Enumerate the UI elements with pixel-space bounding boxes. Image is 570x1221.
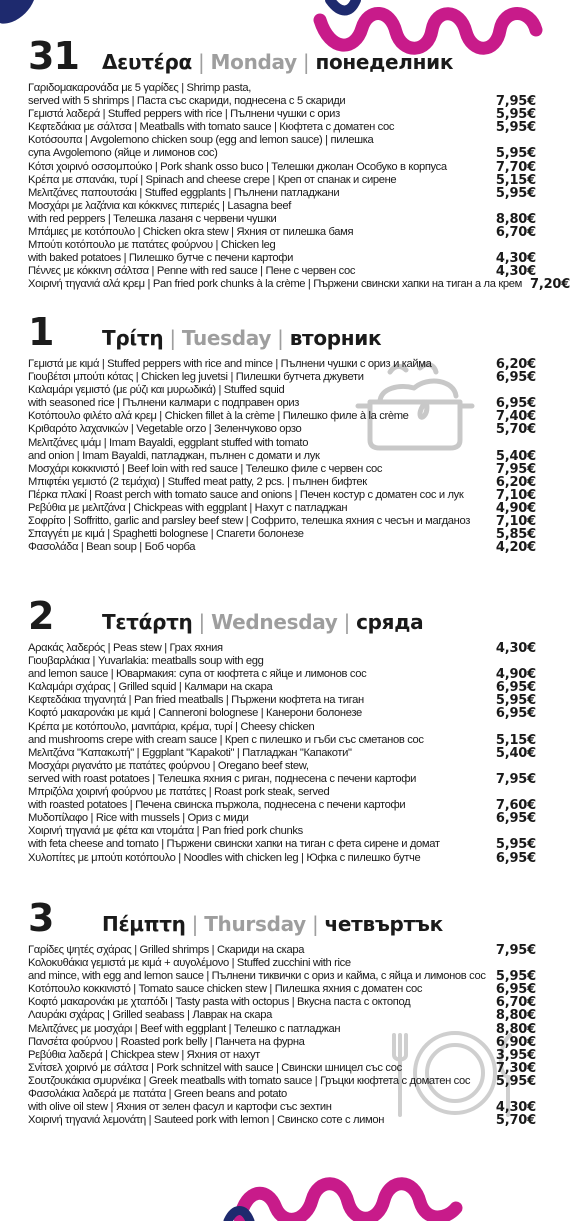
separator: | bbox=[192, 610, 212, 634]
menu-item-line: Χοιρινή τηγανιά με φέτα και ντομάτα | Pan fried pork chunks bbox=[28, 825, 303, 838]
menu-item-line: Γεμιστά λαδερά | Stuffed peppers with rice | Пълнени чушки с ориз bbox=[28, 108, 340, 121]
menu-item-line: Μοσχάρι κοκκινιστό | Beef loin with red sauce | Телешко филе с червен сос bbox=[28, 462, 383, 475]
menu-item-line: served with 5 shrimps | Паста със скариди, поднесена с 5 скариди bbox=[28, 95, 346, 108]
menu-item-price: 7,60€ bbox=[495, 798, 536, 814]
menu-item-price: 4,30€ bbox=[495, 641, 536, 656]
menu-item-price: 5,40€ bbox=[495, 745, 536, 761]
menu-item bbox=[28, 108, 538, 121]
menu-item-description bbox=[28, 852, 496, 865]
menu-item bbox=[28, 187, 538, 200]
menu-item-line: Κότσι χοιρινό οσσομπούκο | Pork shank osso buco | Телешки джолан Особуко в корпуса bbox=[28, 160, 447, 173]
menu-item-line: with olive oil stew | Яхния от зелен фасул и картофи със зехтин bbox=[28, 1101, 332, 1114]
menu-item bbox=[28, 812, 538, 825]
menu-item-description bbox=[28, 528, 496, 541]
menu-list bbox=[28, 944, 538, 1127]
menu-item-price: 5,95€ bbox=[495, 837, 536, 853]
menu-item bbox=[28, 371, 538, 384]
menu-item-line: Μοσχάρι ριγανάτο με πατάτες φούρνου | Oregano beef stew, bbox=[28, 759, 309, 772]
menu-item-description bbox=[28, 410, 496, 423]
menu-item-description bbox=[28, 1075, 496, 1088]
menu-item bbox=[28, 265, 538, 278]
menu-item-description bbox=[28, 200, 496, 226]
menu-item-line: Μελιτζάνες ιμάμ | Imam Bayaldi, eggplant stuffed with tomato bbox=[28, 436, 309, 449]
menu-item-description bbox=[28, 655, 496, 681]
day-section bbox=[28, 898, 538, 1127]
day-name-greek: Τρίτη bbox=[102, 326, 164, 350]
menu-item-line: Φασολάκια λαδερά με πατάτα | Green beans and potato bbox=[28, 1088, 287, 1101]
menu-item bbox=[28, 82, 538, 108]
day-number: 31 bbox=[28, 34, 79, 78]
menu-item-line: Μελιτζάνα "Καπακωτή" | Eggplant "Kapakoti" | Патладжан "Капакоти" bbox=[28, 746, 352, 759]
separator: | bbox=[185, 912, 205, 936]
menu-item-description bbox=[28, 996, 496, 1009]
menu-item bbox=[28, 1114, 538, 1127]
menu-item-line: and mushrooms crepe with cream sauce | Креп с пилешко и гъби със сметанов сос bbox=[28, 733, 424, 746]
menu-item-description bbox=[28, 1009, 496, 1022]
menu-item-description bbox=[28, 161, 496, 174]
menu-item-line: Καλαμάρι γεμιστό (με ρύζι και μυρωδικά) | Stuffed squid bbox=[28, 384, 285, 397]
menu-item-description bbox=[28, 476, 496, 489]
menu-item bbox=[28, 358, 538, 371]
menu-item-line: Κοφτό μακαρονάκι με κιμά | Canneroni bolognese | Канерони болонезе bbox=[28, 707, 362, 720]
menu-item-line: Κοτόπουλο φιλέτο αλά κρεμ | Chicken fillet à la crème | Пилешко филе à la crème bbox=[28, 410, 409, 423]
menu-item-description bbox=[28, 108, 496, 121]
menu-item-line: Σοφρίτο | Soffritto, garlic and parsley beef stew | Софрито, телешка яхния с чесън и магданоз bbox=[28, 515, 470, 528]
menu-item bbox=[28, 983, 538, 996]
menu-item-description bbox=[28, 437, 496, 463]
menu-item bbox=[28, 384, 538, 410]
menu-item-description bbox=[28, 944, 496, 957]
menu-item-description bbox=[28, 174, 496, 187]
separator: | bbox=[271, 326, 290, 350]
menu-item-description bbox=[28, 721, 496, 747]
blob-corner-icon bbox=[0, 0, 40, 28]
menu-item-line: Κοτόπουλο κοκκινιστό | Tomato sauce chicken stew | Пилешка яхния с доматен сос bbox=[28, 983, 423, 996]
menu-item-price: 7,10€ bbox=[495, 514, 536, 530]
day-name-bulgarian: вторник bbox=[289, 326, 382, 350]
menu-item-price: 5,95€ bbox=[495, 969, 536, 985]
menu-item-price: 4,20€ bbox=[495, 540, 536, 556]
menu-item bbox=[28, 174, 538, 187]
menu-item-description bbox=[28, 681, 496, 694]
menu-item-price: 5,70€ bbox=[495, 422, 536, 438]
menu-item bbox=[28, 655, 538, 681]
day-number: 3 bbox=[28, 896, 54, 940]
menu-item bbox=[28, 1009, 538, 1022]
menu-item-price: 5,95€ bbox=[495, 1073, 536, 1089]
menu-item-price: 6,70€ bbox=[495, 995, 536, 1011]
menu-item-description bbox=[28, 371, 496, 384]
menu-item-line: Μπιφτέκι γεμιστό (2 τεμάχια) | Stuffed meat patty, 2 pcs. | пълнен бифтек bbox=[28, 475, 367, 488]
menu-item-line: Γαριδομακαρονάδα με 5 γαρίδες | Shrimp pasta, bbox=[28, 82, 252, 94]
menu-item bbox=[28, 226, 538, 239]
menu-item-price: 5,95€ bbox=[495, 146, 536, 162]
menu-item-description bbox=[28, 957, 496, 983]
menu-item bbox=[28, 786, 538, 812]
menu-item-line: and mince, with egg and lemon sauce | Пълнени тиквички с ориз и кайма, с яйца и лимонов сос bbox=[28, 970, 486, 983]
menu-item-line: Σνίτσελ χοιρινό με σάλτσα | Pork schnitzel with sauce | Свински шницел със сос bbox=[28, 1061, 402, 1074]
squiggle-decoration-icon bbox=[220, 1168, 480, 1221]
menu-item-line: Πέννες με κόκκινη σάλτσα | Penne with red sauce | Пене с червен сос bbox=[28, 265, 356, 278]
menu-item-line: Μοσχάρι με λαζάνια και κόκκινες πιπεριές | Lasagna beef bbox=[28, 199, 291, 212]
menu-item-description bbox=[28, 812, 496, 825]
menu-item-price: 8,80€ bbox=[495, 211, 536, 227]
menu-item-line: Ρεβύθια με μελιτζάνα | Chickpeas with eggplant | Нахут с патладжан bbox=[28, 502, 348, 515]
menu-item-price: 7,70€ bbox=[495, 159, 536, 175]
menu-item-price: 5,15€ bbox=[495, 172, 536, 188]
menu-item-description bbox=[28, 825, 496, 851]
menu-item bbox=[28, 1023, 538, 1036]
menu-item-description bbox=[28, 121, 496, 134]
menu-item-price: 7,95€ bbox=[495, 461, 536, 477]
menu-item-price: 5,15€ bbox=[495, 732, 536, 748]
menu-item-line: with roasted potatoes | Печена свинска пържола, поднесена с печени картофи bbox=[28, 799, 406, 812]
day-title bbox=[102, 50, 453, 74]
menu-item-line: Κεφτεδάκια τηγανητά | Pan fried meatballs | Пържени кюфтета на тиган bbox=[28, 694, 364, 707]
menu-item-description bbox=[28, 265, 496, 278]
menu-item-price: 5,85€ bbox=[495, 527, 536, 543]
menu-item bbox=[28, 277, 570, 293]
day-header bbox=[28, 36, 538, 80]
menu-list bbox=[28, 642, 538, 865]
menu-item-line: Καλαμάρι σχάρας | Grilled squid | Калмари на скара bbox=[28, 681, 273, 694]
day-name-english: Wednesday bbox=[211, 610, 338, 634]
menu-item bbox=[28, 476, 538, 489]
menu-item bbox=[28, 721, 538, 747]
menu-item-price: 8,80€ bbox=[495, 1008, 536, 1024]
day-section bbox=[28, 596, 538, 865]
menu-item-description bbox=[28, 489, 496, 502]
menu-item bbox=[28, 437, 538, 463]
menu-item-price: 6,95€ bbox=[495, 396, 536, 412]
menu-item-price: 6,95€ bbox=[495, 706, 536, 722]
day-name-bulgarian: понеделник bbox=[315, 50, 454, 74]
menu-item-description bbox=[28, 1049, 496, 1062]
day-number: 1 bbox=[28, 310, 54, 354]
menu-item bbox=[28, 134, 538, 160]
menu-item bbox=[28, 161, 538, 174]
menu-item-price: 7,20€ bbox=[530, 277, 570, 293]
menu-item bbox=[28, 694, 538, 707]
menu-item-description bbox=[28, 1062, 496, 1075]
menu-item-line: Κοφτό μακαρονάκι με χταπόδι | Tasty pasta with octopus | Вкусна паста с октопод bbox=[28, 996, 411, 1009]
menu-item-price: 6,20€ bbox=[495, 474, 536, 490]
menu-item bbox=[28, 1049, 538, 1062]
menu-item-description bbox=[28, 760, 496, 786]
menu-item-description bbox=[28, 1114, 496, 1127]
menu-item bbox=[28, 852, 538, 865]
menu-item-line: Γιουβαρλάκια | Yuvarlakia: meatballs soup with egg bbox=[28, 655, 264, 668]
menu-item bbox=[28, 707, 538, 720]
menu-item-line: with feta cheese and tomato | Пържени свински хапки на тиган с фета сирене и домат bbox=[28, 838, 440, 851]
separator: | bbox=[296, 50, 316, 74]
menu-item-price: 5,95€ bbox=[495, 185, 536, 201]
day-name-bulgarian: четвъртък bbox=[324, 912, 443, 936]
menu-item-line: супа Avgolemono (яйце и лимонов сос) bbox=[28, 147, 218, 160]
menu-item bbox=[28, 747, 538, 760]
menu-item-price: 7,95€ bbox=[495, 771, 536, 787]
day-header bbox=[28, 596, 538, 640]
menu-item-line: Φασολάδα | Bean soup | Боб чорба bbox=[28, 541, 196, 554]
separator: | bbox=[191, 50, 211, 74]
menu-item-line: Μελιτζάνες παπουτσάκι | Stuffed eggplants | Пълнени патладжани bbox=[28, 186, 340, 199]
menu-item-line: Μπούτι κοτόπουλο με πατάτες φούρνου | Chicken leg bbox=[28, 239, 276, 252]
menu-item-line: Κρέπα με σπανάκι, τυρί | Spinach and cheese crepe | Креп от спанак и сирене bbox=[28, 173, 397, 186]
menu-item-line: Γεμιστά με κιμά | Stuffed peppers with rice and mince | Пълнени чушки с ориз и кайма bbox=[28, 358, 432, 370]
menu-item bbox=[28, 1036, 538, 1049]
menu-item bbox=[28, 528, 538, 541]
menu-item bbox=[28, 502, 538, 515]
menu-item-line: with seasoned rice | Пълнени калмари с подправен ориз bbox=[28, 397, 300, 410]
menu-item-line: Μπριζόλα χοιρινή φούρνου με πατάτες | Roast pork steak, served bbox=[28, 786, 330, 799]
menu-item-price: 4,90€ bbox=[495, 667, 536, 683]
menu-item-price: 7,95€ bbox=[495, 943, 536, 958]
menu-item-price: 6,95€ bbox=[495, 370, 536, 386]
menu-item-price: 6,95€ bbox=[495, 982, 536, 998]
menu-item-price: 6,95€ bbox=[495, 811, 536, 827]
menu-item-line: Γιουβέτσι μπούτι κότας | Chicken leg juvetsi | Пилешки бутчета джувети bbox=[28, 371, 364, 384]
menu-item-line: Γαρίδες ψητές σχάρας | Grilled shrimps | Скариди на скара bbox=[28, 944, 305, 956]
menu-item bbox=[28, 681, 538, 694]
menu-item-description bbox=[28, 515, 496, 528]
menu-item-line: Κριθαρότο λαχανικών | Vegetable orzo | Зеленчуково орзо bbox=[28, 423, 302, 436]
menu-item bbox=[28, 200, 538, 226]
menu-item-price: 7,95€ bbox=[495, 94, 536, 110]
menu-item-line: Χυλοπίτες με μπούτι κοτόπουλο | Noodles with chicken leg | Юфка с пилешко бутче bbox=[28, 851, 421, 864]
day-header bbox=[28, 312, 538, 356]
menu-item bbox=[28, 825, 538, 851]
menu-item bbox=[28, 121, 538, 134]
menu-item-line: Αρακάς λαδερός | Peas stew | Грах яхния bbox=[28, 642, 223, 654]
menu-item bbox=[28, 515, 538, 528]
menu-list bbox=[28, 358, 538, 554]
menu-item-description bbox=[28, 226, 496, 239]
menu-item-line: Κολοκυθάκια γεμιστά με κιμά + αυγολέμονο | Stuffed zucchini with rice bbox=[28, 957, 351, 970]
menu-item bbox=[28, 489, 538, 502]
menu-item bbox=[28, 1062, 538, 1075]
menu-item bbox=[28, 996, 538, 1009]
menu-item bbox=[28, 423, 538, 436]
menu-item-description bbox=[28, 1036, 496, 1049]
menu-item-price: 5,70€ bbox=[495, 1113, 536, 1129]
menu-item-description bbox=[28, 239, 496, 265]
day-name-greek: Τετάρτη bbox=[102, 610, 193, 634]
menu-item-description bbox=[28, 187, 496, 200]
menu-item-line: Κοτόσουπα | Avgolemono chicken soup (egg and lemon sauce) | пилешка bbox=[28, 134, 374, 147]
day-number: 2 bbox=[28, 594, 54, 638]
menu-item bbox=[28, 541, 538, 554]
menu-item-line: with red peppers | Телешка лазаня с червени чушки bbox=[28, 212, 277, 225]
menu-item-description bbox=[28, 358, 496, 371]
day-name-english: Thursday bbox=[204, 912, 306, 936]
menu-item-price: 7,40€ bbox=[495, 409, 536, 425]
menu-item-description bbox=[28, 747, 496, 760]
menu-item-line: Λαυράκι σχάρας | Grilled seabass | Лаврак на скара bbox=[28, 1009, 272, 1022]
menu-item-price: 4,30€ bbox=[495, 251, 536, 267]
menu-item-description bbox=[28, 983, 496, 996]
menu-item-line: served with roast potatoes | Телешка яхния с риган, поднесена с печени картофи bbox=[28, 772, 417, 785]
menu-item-line: Σουτζουκάκια σμυρνέικα | Greek meatballs with tomato sauce | Гръцки кюфтета с доматен сос bbox=[28, 1074, 471, 1087]
menu-item-price: 7,30€ bbox=[495, 1060, 536, 1076]
day-name-english: Tuesday bbox=[181, 326, 272, 350]
menu-item-price: 4,30€ bbox=[495, 264, 536, 280]
menu-item-price: 5,95€ bbox=[495, 120, 536, 136]
menu-item-price: 5,95€ bbox=[495, 107, 536, 123]
menu-item-line: Κεφτεδάκια με σάλτσα | Meatballs with tomato sauce | Кюфтета с доматен сос bbox=[28, 121, 395, 134]
menu-item bbox=[28, 463, 538, 476]
menu-item-description bbox=[28, 134, 496, 160]
menu-item-description bbox=[28, 82, 496, 108]
menu-item-price: 6,95€ bbox=[495, 850, 536, 866]
menu-item-price: 4,30€ bbox=[495, 1100, 536, 1116]
menu-item bbox=[28, 642, 538, 655]
menu-item-line: with baked potatoes | Пилешко бутче с печени картофи bbox=[28, 252, 294, 265]
menu-item-price: 5,40€ bbox=[495, 448, 536, 464]
menu-item-price: 4,90€ bbox=[495, 501, 536, 517]
menu-item-price: 3,95€ bbox=[495, 1047, 536, 1063]
menu-item-line: Χοιρινή τηγανιά λεμονάτη | Sauteed pork with lemon | Свинско соте с лимон bbox=[28, 1114, 385, 1127]
menu-item-description bbox=[28, 1023, 496, 1036]
day-name-greek: Πέμπτη bbox=[102, 912, 186, 936]
menu-item bbox=[28, 760, 538, 786]
day-title bbox=[102, 610, 423, 634]
menu-item-line: Μελιτζάνες με μοσχάρι | Beef with eggplant | Телешко с патладжан bbox=[28, 1022, 341, 1035]
day-title bbox=[102, 326, 381, 350]
menu-item-line: Πέρκα πλακί | Roast perch with tomato sauce and onions | Печен костур с доматен сос и лук bbox=[28, 488, 464, 501]
menu-item-price: 8,80€ bbox=[495, 1021, 536, 1037]
menu-item-price: 5,95€ bbox=[495, 693, 536, 709]
menu-item-description bbox=[28, 694, 496, 707]
day-name-greek: Δευτέρα bbox=[102, 50, 192, 74]
menu-item bbox=[28, 944, 538, 957]
menu-item-price: 7,10€ bbox=[495, 487, 536, 503]
menu-item bbox=[28, 1075, 538, 1088]
menu-item-line: Χοιρινή τηγανιά αλά κρεμ | Pan fried pork chunks à la crème | Пържени свински хапки на тиган а ла крем bbox=[28, 278, 522, 291]
menu-item-line: Σπαγγέτι με κιμά | Spaghetti bolognese | Спагети болонезе bbox=[28, 528, 304, 541]
menu-item-line: and lemon sauce | Ювармакия: супа от кюфтета с яйце и лимонов сос bbox=[28, 668, 367, 681]
menu-item-price: 6,20€ bbox=[495, 357, 536, 372]
menu-item-description bbox=[28, 502, 496, 515]
separator: | bbox=[163, 326, 182, 350]
menu-item bbox=[28, 1088, 538, 1114]
menu-item-description bbox=[28, 707, 496, 720]
menu-item bbox=[28, 410, 538, 423]
menu-item-description bbox=[28, 423, 496, 436]
menu-item-description bbox=[28, 278, 530, 291]
day-section bbox=[28, 34, 570, 293]
menu-item-description bbox=[28, 463, 496, 476]
menu-item-line: Κρέπα με κοτόπουλο, μανιτάρια, κρέμα, τυρί | Cheesy chicken bbox=[28, 720, 315, 733]
menu-item-line: Μπάμιες με κοτόπουλο | Chicken okra stew | Яхния от пилешка бамя bbox=[28, 226, 354, 239]
menu-item-line: Ρεβύθια λαδερά | Chickpea stew | Яхния от нахут bbox=[28, 1048, 260, 1061]
separator: | bbox=[337, 610, 357, 634]
menu-item-description bbox=[28, 642, 496, 655]
menu-item-line: and onion | Imam Bayaldi, патладжан, пълнен с домати и лук bbox=[28, 449, 320, 462]
menu-item bbox=[28, 239, 538, 265]
menu-item-price: 6,90€ bbox=[495, 1034, 536, 1050]
menu-item-description bbox=[28, 1088, 496, 1114]
menu-list bbox=[28, 82, 570, 293]
separator: | bbox=[305, 912, 325, 936]
menu-item-line: Μυδοπίλαφο | Rice with mussels | Ориз с миди bbox=[28, 812, 249, 825]
menu-item-price: 6,70€ bbox=[495, 225, 536, 241]
menu-item bbox=[28, 957, 538, 983]
menu-item-description bbox=[28, 541, 496, 554]
menu-item-price: 6,95€ bbox=[495, 680, 536, 696]
menu-item-description bbox=[28, 786, 496, 812]
day-header bbox=[28, 898, 538, 942]
day-section bbox=[28, 312, 538, 554]
day-name-english: Monday bbox=[210, 50, 297, 74]
menu-item-description bbox=[28, 384, 496, 410]
day-title bbox=[102, 912, 443, 936]
day-name-bulgarian: сряда bbox=[356, 610, 424, 634]
menu-item-line: Πανσέτα φούρνου | Roasted pork belly | Панчета на фурна bbox=[28, 1035, 305, 1048]
